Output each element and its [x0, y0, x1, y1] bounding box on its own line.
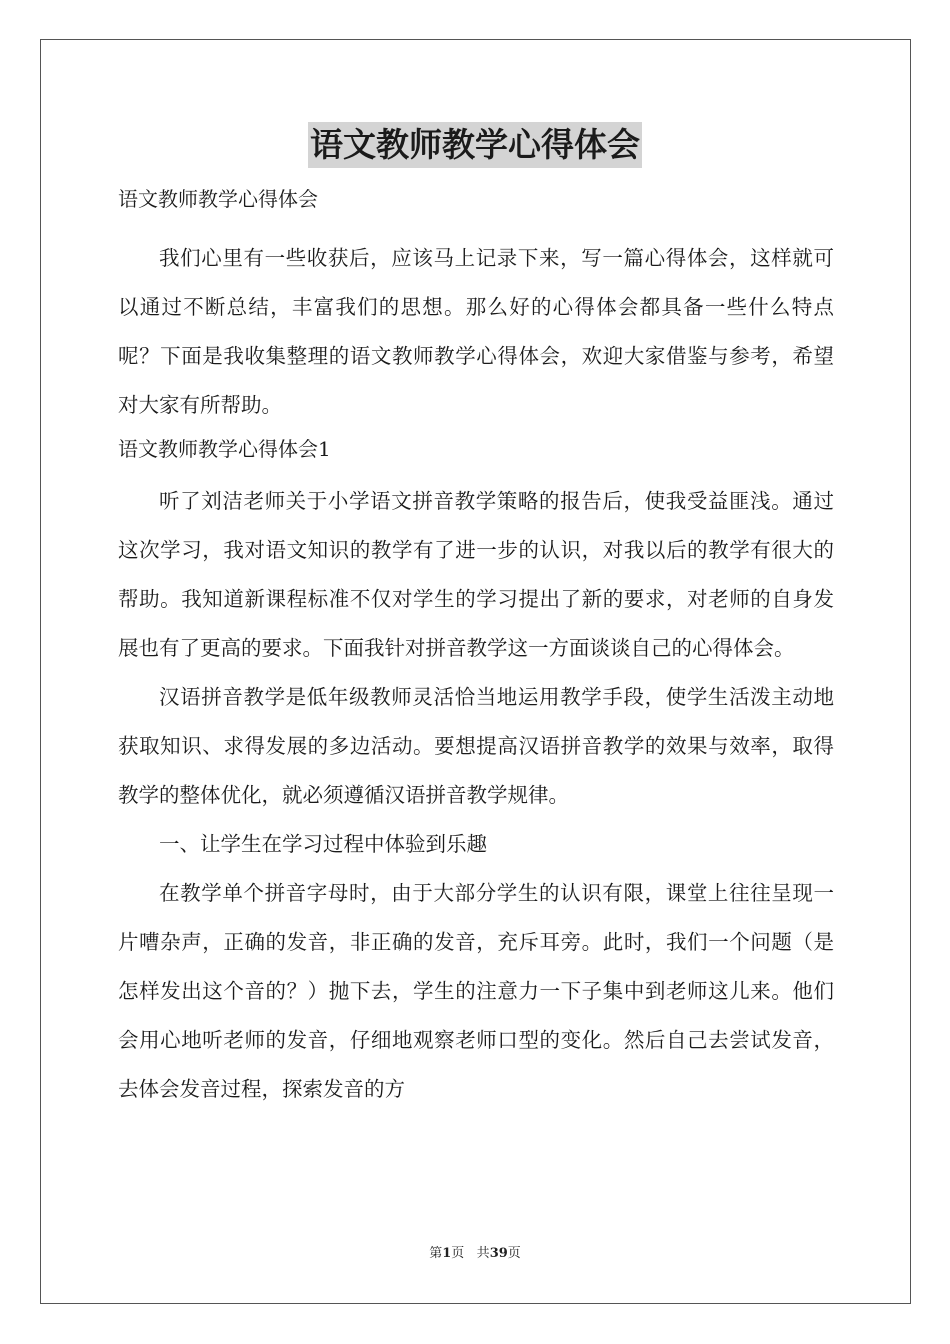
- footer-total-prefix: 共: [476, 1246, 490, 1261]
- document-title: 语文教师教学心得体会: [308, 122, 642, 168]
- footer-total-pages: 39: [489, 1246, 508, 1261]
- footer-total-suffix: 页: [507, 1246, 521, 1261]
- paragraph-3: 在教学单个拼音字母时，由于大部分学生的认识有限，课堂上往往呈现一片嘈杂声，正确的发音，非正确的发音，充斥耳旁。此时，我们一个问题（是怎样发出这个音的？）抛下去，学生的注意力一下子集中到老师这儿来。他们会用心地听老师的发音，仔细地观察老师口型的变化。然后自己去尝试发音，去体会发音过程，探索发音的方: [118, 881, 834, 1101]
- footer-page-number: 1: [442, 1246, 452, 1261]
- title-wrap: [0, 122, 950, 168]
- intro-paragraph: 我们心里有一些收获后，应该马上记录下来，写一篇心得体会，这样就可以通过不断总结，丰富我们的思想。那么好的心得体会都具备一些什么特点呢？下面是我收集整理的语文教师教学心得体会，欢迎大家借鉴与参考，希望对大家有所帮助。: [118, 246, 834, 417]
- subheading-1: 一、让学生在学习过程中体验到乐趣: [159, 832, 487, 856]
- page-footer: [0, 1245, 950, 1263]
- footer-prefix: 第: [429, 1246, 443, 1261]
- paragraph-2: 汉语拼音教学是低年级教师灵活恰当地运用教学手段，使学生活泼主动地获取知识、求得发展的多边活动。要想提高汉语拼音教学的效果与效率，取得教学的整体优化，就必须遵循汉语拼音教学规律。: [118, 685, 834, 807]
- intro-block: [118, 234, 834, 430]
- section-1-body: [118, 477, 834, 1114]
- document-subtitle: 语文教师教学心得体会: [118, 187, 318, 211]
- paragraph-1: 听了刘洁老师关于小学语文拼音教学策略的报告后，使我受益匪浅。通过这次学习，我对语文知识的教学有了进一步的认识，对我以后的教学有很大的帮助。我知道新课程标准不仅对学生的学习提出了新的要求，对老师的自身发展也有了更高的要求。下面我针对拼音教学这一方面谈谈自己的心得体会。: [118, 489, 834, 660]
- footer-page-suffix: 页: [451, 1246, 465, 1261]
- section-heading-1: 语文教师教学心得体会1: [118, 437, 331, 461]
